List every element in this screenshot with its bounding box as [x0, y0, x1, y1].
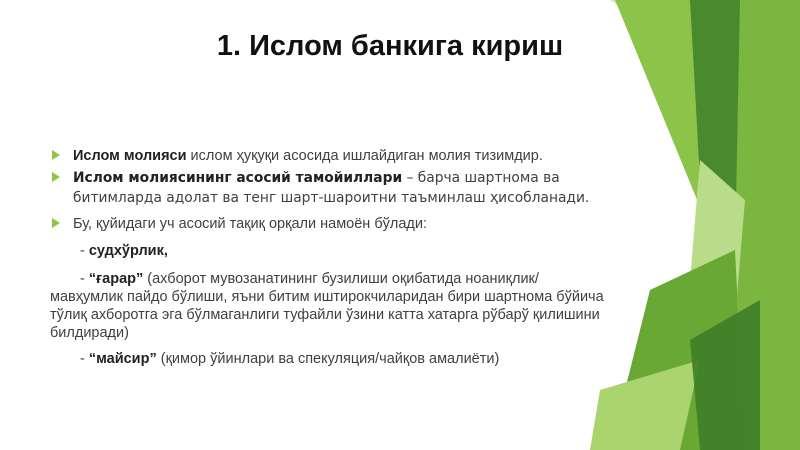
slide-content	[50, 146, 610, 368]
item-bold-term: судхўрлик,	[88, 243, 168, 259]
bullet-item	[50, 146, 610, 166]
triangle-bullet-icon	[52, 150, 60, 160]
item-prefix: -	[80, 271, 89, 287]
item-bold-term: “майсир”	[88, 351, 157, 367]
prohibition-item	[50, 350, 610, 368]
bullet-item	[50, 214, 610, 234]
triangle-bullet-icon	[52, 218, 60, 228]
item-text: (қимор ўйинлари ва спекуляция/чайқов амалиёти)	[156, 351, 500, 367]
item-bold-term: “ғарар”	[88, 271, 144, 287]
prohibition-item	[50, 242, 610, 260]
bullet-bold-term: Ислом молиясининг асосий тамойиллари	[73, 170, 403, 186]
prohibition-item	[50, 270, 610, 342]
bullet-text: Бу, қуйидаги уч асосий тақиқ орқали намоён бўлади:	[73, 216, 427, 232]
bullet-bold-term: Ислом молияси	[73, 148, 187, 164]
item-text: (ахборот мувозанатининг бузилиши оқибатида ноаниқлик/мавҳумлик пайдо бўлиши, яъни битим иштирокчиларидан бири шартнома бўйича тўлиқ ахборотга эга бўлмаганлиги туфайли ўзини катта хатарга рўбарў қилишини билдиради)	[50, 271, 604, 341]
item-prefix: -	[80, 243, 89, 259]
item-prefix: -	[80, 351, 89, 367]
item-indent	[50, 271, 89, 287]
bullet-text: – барча шартнома ва битимларда адолат ва тенг шарт-шароитни таъминлаш ҳисобланади.	[73, 170, 590, 206]
slide-title: 1. Ислом банкига кириш	[216, 30, 564, 62]
bullet-item	[50, 168, 610, 208]
bullet-text: ислом ҳуқуқи асосида ишлайдиган молия тизимдир.	[186, 148, 543, 164]
triangle-bullet-icon	[52, 172, 60, 182]
